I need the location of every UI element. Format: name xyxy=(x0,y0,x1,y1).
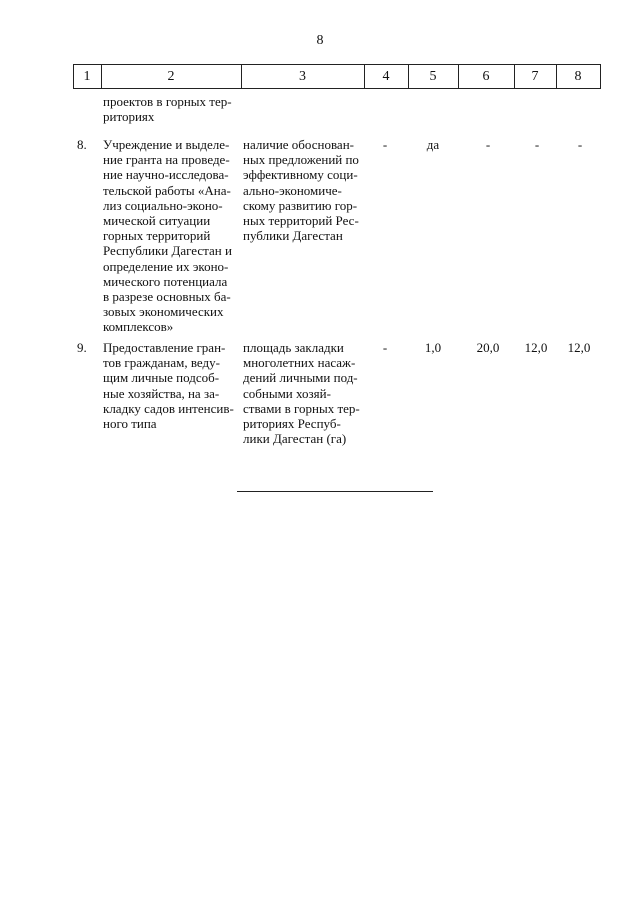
row-8-description xyxy=(103,137,238,335)
row-9-col7: 12,0 xyxy=(524,340,548,355)
text-line: ние научно-исследова- xyxy=(103,167,229,183)
text-line: зовых экономических xyxy=(103,304,224,320)
row-9-col4: - xyxy=(382,340,388,355)
text-line: риториях xyxy=(103,109,155,125)
text-line: эффективному соци- xyxy=(243,167,358,183)
page-number: 8 xyxy=(316,33,324,48)
row-8-col5: да xyxy=(426,137,440,152)
row-9-indicator xyxy=(243,340,365,446)
row-9-col5: 1,0 xyxy=(424,340,442,355)
column-header-6: 6 xyxy=(482,69,490,84)
text-line: ного типа xyxy=(103,416,157,432)
text-line: многолетних насаж- xyxy=(243,355,356,371)
text-line: наличие обоснован- xyxy=(243,137,354,152)
row-9-number: 9. xyxy=(77,340,87,355)
text-line: в разрезе основных ба- xyxy=(103,289,231,305)
text-line: Предоставление гран- xyxy=(103,340,226,355)
row-9-col8: 12,0 xyxy=(567,340,591,355)
text-line: собными хозяй- xyxy=(243,385,331,401)
text-line: мической ситуации xyxy=(103,213,211,229)
text-line: тельской работы «Ана- xyxy=(103,182,231,198)
text-line: лики Дагестан (га) xyxy=(243,431,347,447)
text-line: проектов в горных тер- xyxy=(103,94,232,109)
text-line: публики Дагестан xyxy=(243,228,343,244)
text-line: щим личные подсоб- xyxy=(103,370,220,386)
column-header-2: 2 xyxy=(167,69,175,84)
column-header-5: 5 xyxy=(429,69,437,84)
text-line: ных территорий Рес- xyxy=(243,213,359,229)
text-line: определение их эконо- xyxy=(103,258,229,274)
text-line: площадь закладки xyxy=(243,340,344,355)
continuation-description xyxy=(103,94,237,124)
text-line: кладку садов интенсив- xyxy=(103,400,234,416)
row-8-col8: - xyxy=(577,137,583,152)
text-line: ние гранта на проведе- xyxy=(103,152,230,168)
text-line: ствами в горных тер- xyxy=(243,400,360,416)
column-header-3: 3 xyxy=(299,69,306,84)
text-line: лиз социально-эконо- xyxy=(103,197,223,213)
text-line: дений личными под- xyxy=(243,370,358,386)
text-line: ных предложений по xyxy=(243,152,359,168)
column-header-1: 1 xyxy=(83,69,91,84)
table-header-row xyxy=(73,64,601,89)
text-line: скому развитию гор- xyxy=(243,197,358,213)
row-8-col7: - xyxy=(534,137,540,152)
row-8-indicator xyxy=(243,137,365,243)
text-line: Республики Дагестан и xyxy=(103,243,232,259)
text-line: риториях Респуб- xyxy=(243,416,341,432)
text-line: тов гражданам, веду- xyxy=(103,355,220,371)
text-line: мического потенциала xyxy=(103,273,228,289)
text-line: комплексов» xyxy=(103,319,174,335)
text-line: Учреждение и выделе- xyxy=(103,137,230,152)
table-border-line xyxy=(600,65,601,88)
column-header-8: 8 xyxy=(574,69,582,84)
row-8-number: 8. xyxy=(77,137,87,152)
text-line: горных территорий xyxy=(103,228,211,244)
row-9-col6: 20,0 xyxy=(476,340,500,355)
closing-rule xyxy=(237,491,433,492)
column-header-7: 7 xyxy=(531,69,539,84)
row-9-description xyxy=(103,340,238,431)
text-line: ные хозяйства, на за- xyxy=(103,385,220,401)
text-line: ально-экономиче- xyxy=(243,182,342,198)
column-header-4: 4 xyxy=(382,69,390,84)
row-8-col6: - xyxy=(485,137,491,152)
row-8-col4: - xyxy=(382,137,388,152)
